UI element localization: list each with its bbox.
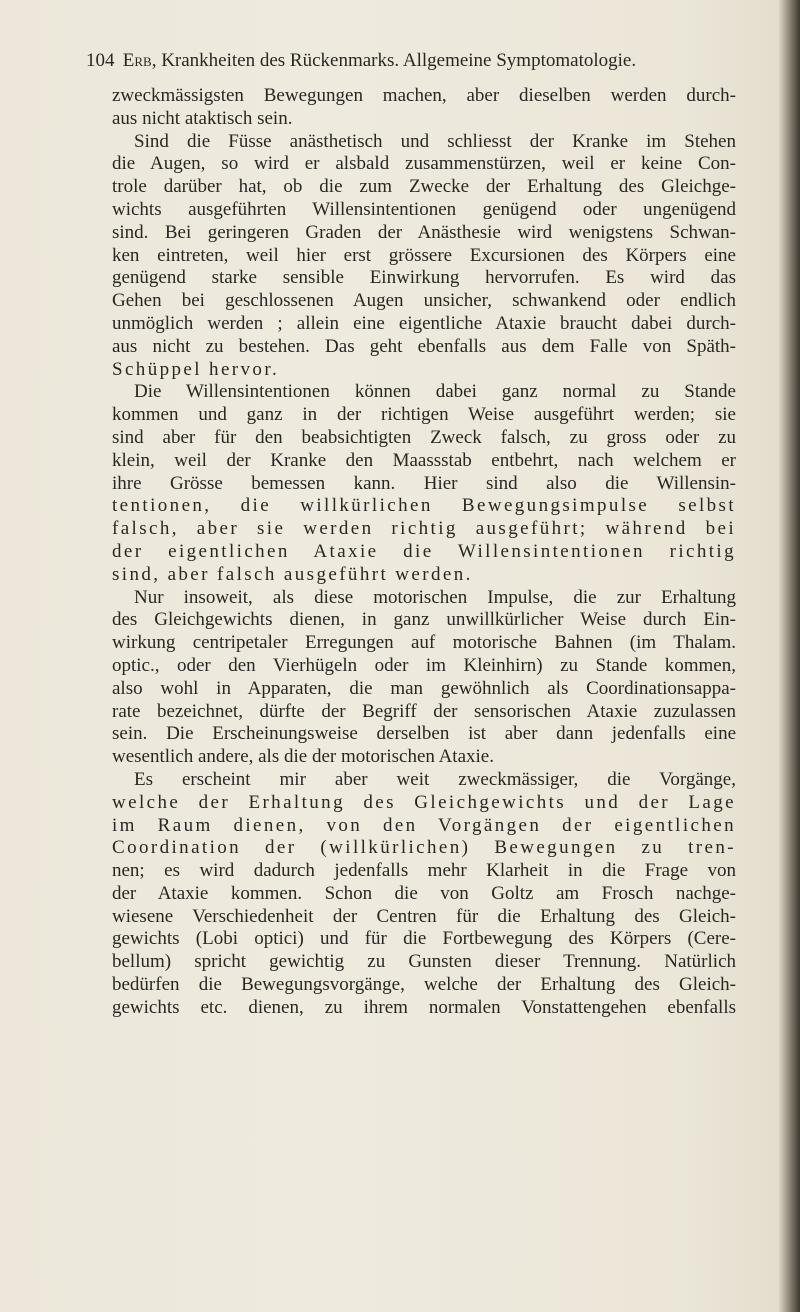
text-line: falsch, aber sie werden richtig ausgeführt; während bei (112, 518, 736, 540)
text-line: wirkung centripetaler Erregungen auf motorische Bahnen (im Thalam. (112, 632, 736, 654)
text-line: aus nicht zu bestehen. Das geht ebenfalls aus dem Falle von Späth- (112, 335, 736, 357)
text-line: ken eintreten, weil hier erst grössere Excursionen des Körpers eine (112, 244, 736, 266)
text-line: tentionen, die willkürlichen Bewegungsimpulse selbst (112, 495, 736, 517)
text-line: sind, aber falsch ausgeführt werden. (112, 563, 473, 585)
text-line: genügend starke sensible Einwirkung hervorrufen. Es wird das (112, 267, 736, 289)
text-line: sein. Die Erscheinungsweise derselben ist aber dann jedenfalls eine (112, 723, 736, 745)
text-line: unmöglich werden ; allein eine eigentliche Ataxie braucht dabei durch- (112, 312, 736, 334)
book-spine-shadow (778, 0, 800, 1312)
text-line: gewichts etc. dienen, zu ihrem normalen Vonstattengehen ebenfalls (112, 996, 736, 1018)
text-line: des Gleichgewichts dienen, in ganz unwillkürlicher Weise durch Ein- (112, 609, 736, 631)
text-line: sind aber für den beabsichtigten Zweck falsch, zu gross oder zu (112, 426, 736, 448)
text-line: trole darüber hat, ob die zum Zwecke der Erhaltung des Gleichge- (112, 176, 736, 198)
text-line: klein, weil der Kranke den Maassstab entbehrt, nach welchem er (112, 449, 736, 471)
text-line: Nur insoweit, als diese motorischen Impulse, die zur Erhaltung (134, 586, 736, 608)
text-line: rate bezeichnet, dürfte der Begriff der sensorischen Ataxie zuzulassen (112, 700, 736, 722)
text-line: kommen und ganz in der richtigen Weise ausgeführt werden; sie (112, 404, 736, 426)
header-author: Erb, (122, 50, 157, 71)
text-line: Gehen bei geschlossenen Augen unsicher, schwankend oder endlich (112, 290, 736, 312)
text-line: optic., oder den Vierhügeln oder im Kleinhirn) zu Stande kommen, (112, 654, 736, 676)
text-line: ihre Grösse bemessen kann. Hier sind also die Willensin- (112, 472, 736, 494)
text-line: Die Willensintentionen können dabei ganz normal zu Stande (134, 381, 736, 403)
text-line: wichts ausgeführten Willensintentionen genügend oder ungenügend (112, 198, 736, 220)
text-line: welche der Erhaltung des Gleichgewichts und der Lage (112, 791, 736, 813)
text-line: Coordination der (willkürlichen) Bewegungen zu tren- (112, 837, 736, 859)
text-line: bellum) spricht gewichtig zu Gunsten dieser Trennung. Natürlich (112, 951, 736, 973)
running-header (86, 49, 736, 73)
text-line: bedürfen die Bewegungsvorgänge, welche der Erhaltung des Gleich- (112, 974, 736, 996)
text-line: wesentlich andere, als die der motorischen Ataxie. (112, 746, 494, 768)
text-line: im Raum dienen, von den Vorgängen der eigentlichen (112, 814, 736, 836)
text-line: zweckmässigsten Bewegungen machen, aber dieselben werden durch- (112, 85, 736, 106)
text-line: Schüppel hervor. (112, 358, 280, 380)
body-text (112, 85, 736, 1020)
text-line: die Augen, so wird er alsbald zusammenstürzen, weil er keine Con- (112, 153, 736, 175)
text-line: nen; es wird dadurch jedenfalls mehr Klarheit in die Frage von (112, 860, 736, 882)
page-number: 104 (86, 50, 115, 71)
header-title: Krankheiten des Rückenmarks. Allgemeine Symptomatologie. (161, 50, 637, 71)
text-line: aus nicht ataktisch sein. (112, 107, 293, 129)
text-line: also wohl in Apparaten, die man gewöhnlich als Coordinationsappa- (112, 677, 736, 699)
text-line: Sind die Füsse anästhetisch und schliesst der Kranke im Stehen (134, 130, 736, 152)
text-line: wiesene Verschiedenheit der Centren für die Erhaltung des Gleich- (112, 905, 736, 927)
text-line: der Ataxie kommen. Schon die von Goltz am Frosch nachge- (112, 882, 736, 904)
text-line: Es erscheint mir aber weit zweckmässiger, die Vorgänge, (134, 768, 736, 790)
text-line: sind. Bei geringeren Graden der Anästhesie wird wenigstens Schwan- (112, 221, 736, 243)
text-line: gewichts (Lobi optici) und für die Fortbewegung des Körpers (Cere- (112, 928, 736, 950)
text-line: der eigentlichen Ataxie die Willensintentionen richtig (112, 540, 736, 562)
